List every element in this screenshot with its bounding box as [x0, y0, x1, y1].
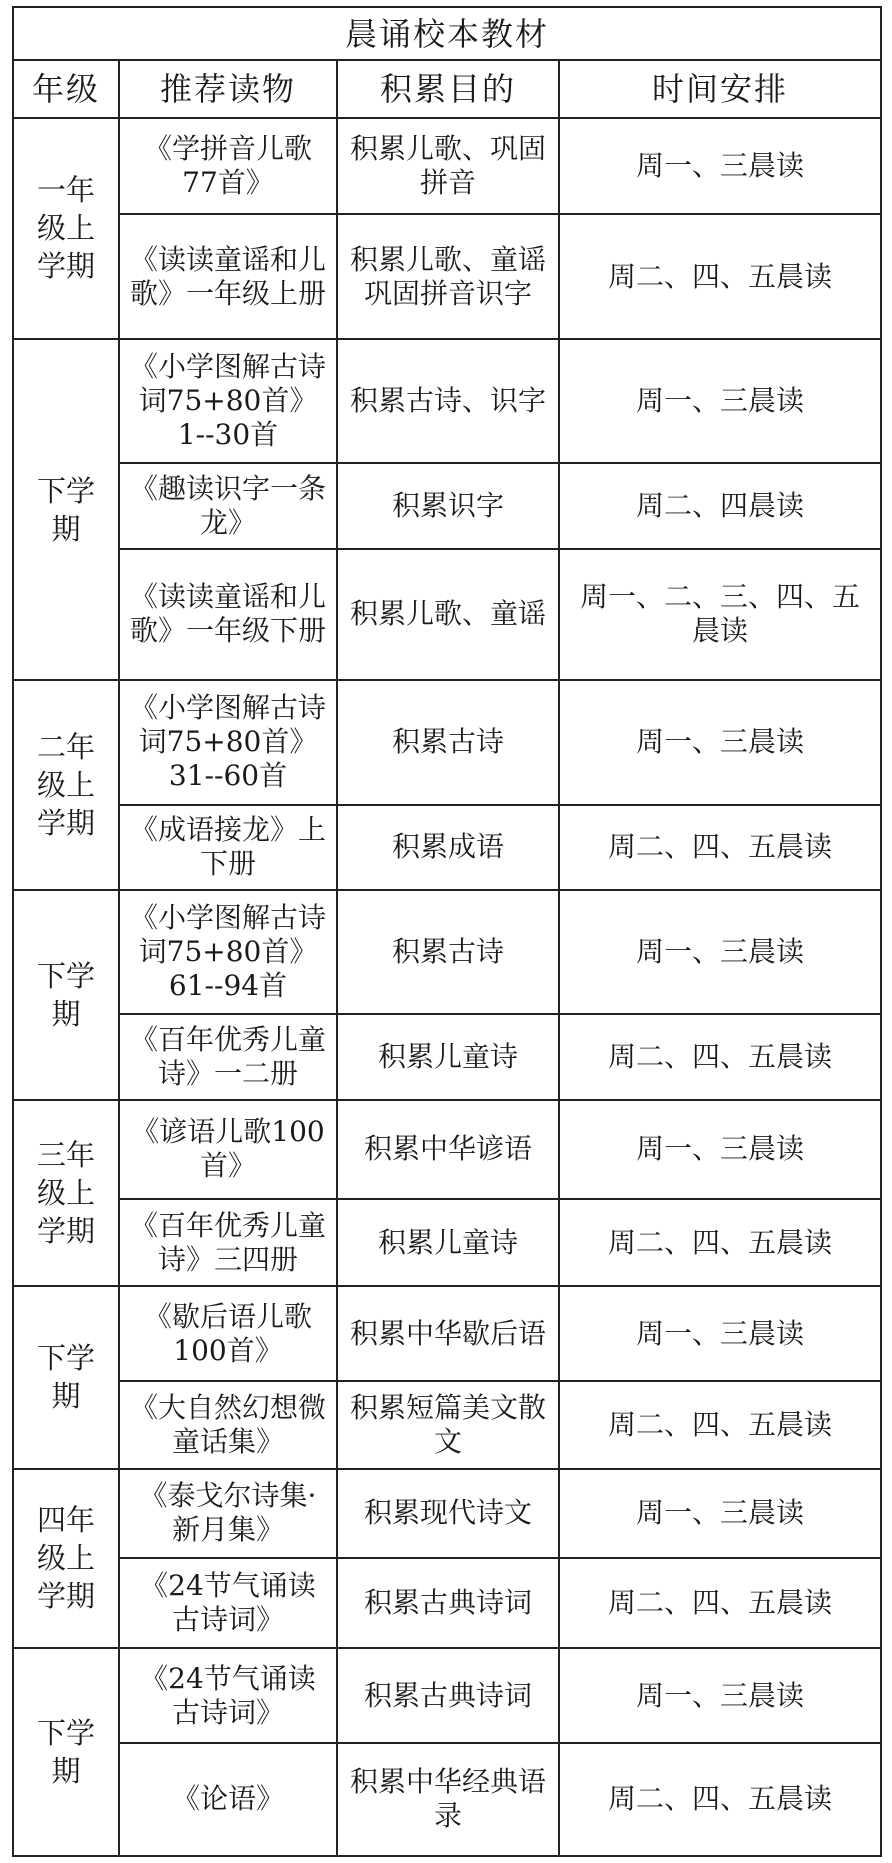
header-book: 推荐读物	[119, 60, 337, 118]
grade-cell: 四年级上学期	[13, 1469, 119, 1649]
purpose-cell: 积累短篇美文散文	[337, 1381, 559, 1469]
time-cell: 周二、四、五晨读	[559, 805, 881, 890]
header-purpose: 积累目的	[337, 60, 559, 118]
grade-cell: 下学期	[13, 1286, 119, 1468]
purpose-cell: 积累中华经典语录	[337, 1743, 559, 1856]
book-cell: 《百年优秀儿童诗》三四册	[119, 1199, 337, 1287]
purpose-cell: 积累古典诗词	[337, 1558, 559, 1648]
time-cell: 周二、四、五晨读	[559, 1558, 881, 1648]
time-cell: 周一、三晨读	[559, 1100, 881, 1199]
purpose-cell: 积累识字	[337, 463, 559, 548]
purpose-cell: 积累古典诗词	[337, 1648, 559, 1743]
grade-cell: 下学期	[13, 339, 119, 680]
book-cell: 《趣读识字一条龙》	[119, 463, 337, 548]
book-cell: 《24节气诵读古诗词》	[119, 1648, 337, 1743]
book-cell: 《读读童谣和儿歌》一年级下册	[119, 549, 337, 680]
book-cell: 《小学图解古诗词75+80首》31--60首	[119, 680, 337, 804]
book-cell: 《24节气诵读古诗词》	[119, 1558, 337, 1648]
book-cell: 《小学图解古诗词75+80首》61--94首	[119, 890, 337, 1014]
grade-cell: 下学期	[13, 890, 119, 1100]
book-cell: 《百年优秀儿童诗》一二册	[119, 1014, 337, 1099]
book-cell: 《学拼音儿歌77首》	[119, 118, 337, 215]
purpose-cell: 积累儿歌、童谣	[337, 549, 559, 680]
time-cell: 周二、四、五晨读	[559, 1199, 881, 1287]
book-cell: 《大自然幻想微童话集》	[119, 1381, 337, 1469]
book-cell: 《小学图解古诗词75+80首》1--30首	[119, 339, 337, 463]
time-cell: 周二、四、五晨读	[559, 1381, 881, 1469]
time-cell: 周一、三晨读	[559, 118, 881, 215]
book-cell: 《论语》	[119, 1743, 337, 1856]
time-cell: 周二、四晨读	[559, 463, 881, 548]
purpose-cell: 积累成语	[337, 805, 559, 890]
time-cell: 周一、三晨读	[559, 1648, 881, 1743]
morning-reading-table	[12, 6, 882, 1857]
table-title: 晨诵校本教材	[13, 7, 881, 60]
purpose-cell: 积累古诗	[337, 680, 559, 804]
grade-cell: 一年级上学期	[13, 118, 119, 339]
purpose-cell: 积累儿童诗	[337, 1199, 559, 1287]
header-time: 时间安排	[559, 60, 881, 118]
purpose-cell: 积累古诗	[337, 890, 559, 1014]
purpose-cell: 积累古诗、识字	[337, 339, 559, 463]
time-cell: 周一、三晨读	[559, 339, 881, 463]
grade-cell: 二年级上学期	[13, 680, 119, 890]
time-cell: 周二、四、五晨读	[559, 214, 881, 338]
time-cell: 周一、三晨读	[559, 680, 881, 804]
header-grade: 年级	[13, 60, 119, 118]
book-cell: 《泰戈尔诗集·新月集》	[119, 1469, 337, 1559]
time-cell: 周二、四、五晨读	[559, 1014, 881, 1099]
time-cell: 周一、二、三、四、五晨读	[559, 549, 881, 680]
book-cell: 《读读童谣和儿歌》一年级上册	[119, 214, 337, 338]
book-cell: 《成语接龙》上下册	[119, 805, 337, 890]
time-cell: 周一、三晨读	[559, 890, 881, 1014]
purpose-cell: 积累儿歌、童谣巩固拼音识字	[337, 214, 559, 338]
purpose-cell: 积累儿歌、巩固拼音	[337, 118, 559, 215]
time-cell: 周二、四、五晨读	[559, 1743, 881, 1856]
time-cell: 周一、三晨读	[559, 1286, 881, 1381]
time-cell: 周一、三晨读	[559, 1469, 881, 1559]
purpose-cell: 积累现代诗文	[337, 1469, 559, 1559]
grade-cell: 三年级上学期	[13, 1100, 119, 1287]
book-cell: 《歇后语儿歌100首》	[119, 1286, 337, 1381]
purpose-cell: 积累中华谚语	[337, 1100, 559, 1199]
purpose-cell: 积累中华歇后语	[337, 1286, 559, 1381]
grade-cell: 下学期	[13, 1648, 119, 1856]
book-cell: 《谚语儿歌100首》	[119, 1100, 337, 1199]
purpose-cell: 积累儿童诗	[337, 1014, 559, 1099]
